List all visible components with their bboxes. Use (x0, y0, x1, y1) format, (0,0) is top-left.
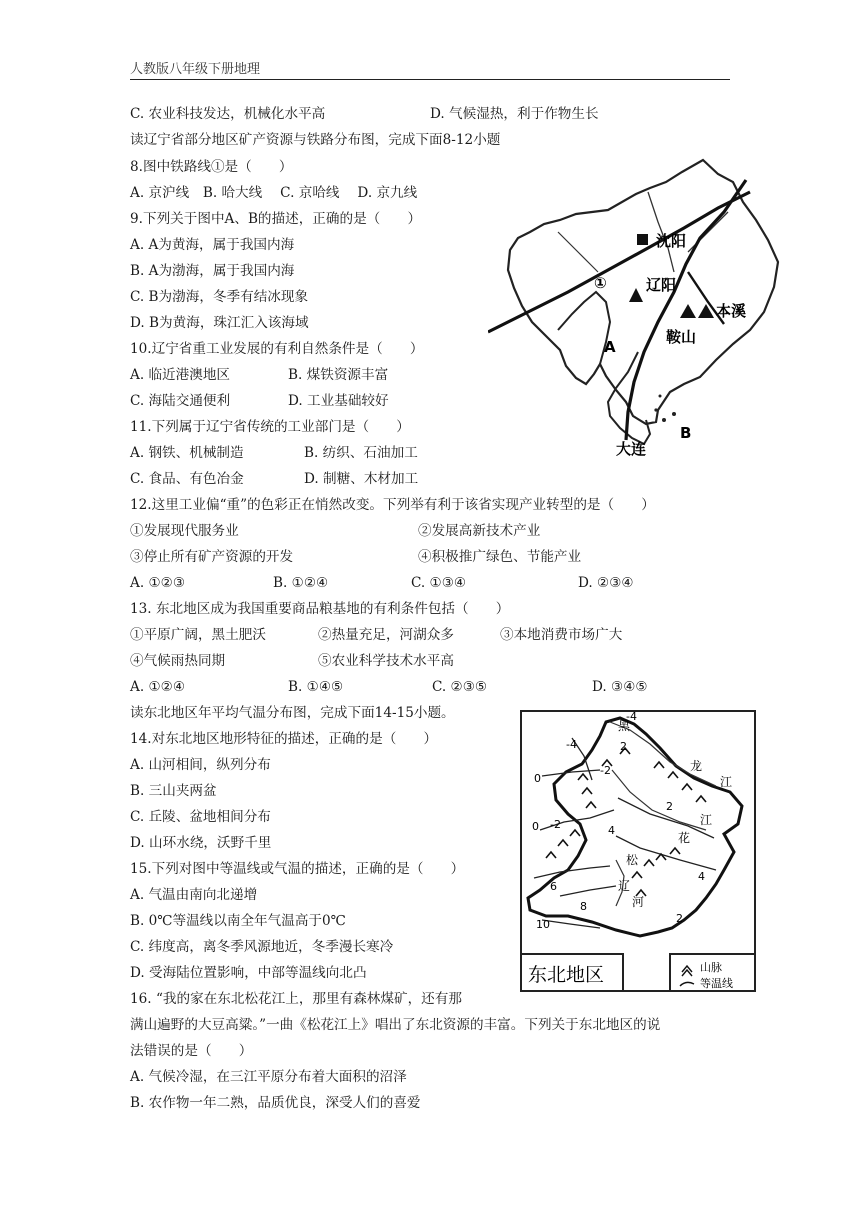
label-railway-1: ① (594, 274, 607, 292)
label-hua: 花 (678, 831, 691, 845)
question-10-option-d: D. 工业基础较好 (288, 393, 389, 409)
label-shenyang: 沈阳 (656, 232, 687, 250)
island-2 (672, 412, 676, 416)
label-jiang-2: 江 (700, 813, 713, 827)
iso-label-12: 10 (536, 918, 550, 931)
iso-label-6: 0 (532, 820, 539, 833)
question-15-option-b: B. 0℃等温线以南全年气温高于0℃ (130, 913, 346, 929)
question-13-statement-3: ③本地消费市场广大 (500, 627, 623, 643)
question-16-line-1: 16. “我的家在东北松花江上，那里有森林煤矿，还有那 (130, 991, 462, 1007)
legend-mountain-icon (682, 966, 692, 976)
header-divider (130, 79, 730, 80)
page-header: 人教版八年级下册地理 (130, 62, 261, 77)
label-sea-a: A (604, 338, 616, 356)
railway-1 (488, 192, 750, 332)
liaoning-map (488, 152, 788, 464)
label-hei: 黑 (618, 719, 631, 733)
question-12-statement-3: ③停止所有矿产资源的开发 (130, 549, 294, 565)
isotherm-6 (534, 866, 610, 878)
question-15-option-a: A. 气温由南向北递增 (130, 887, 258, 903)
iso-label-3: -2 (600, 764, 611, 777)
iso-label-7: -2 (550, 818, 561, 831)
iso-label-11: 8 (580, 900, 587, 913)
iso-label-9: 2 (666, 800, 673, 813)
question-9-option-a: A. A为黄海，属于我国内海 (130, 237, 295, 253)
iso-label-8: 4 (608, 824, 615, 837)
question-10-option-a: A. 临近港澳地区 (130, 367, 231, 383)
question-9-option-d: D. B为黄海，珠江汇入该海域 (130, 315, 309, 331)
label-jiang-1: 江 (720, 775, 733, 789)
question-14-option-c: C. 丘陵、盆地相间分布 (130, 809, 271, 825)
anshan-iron-symbol (680, 304, 696, 318)
label-dalian: 大连 (616, 440, 647, 458)
iso-label-5: 0 (534, 772, 541, 785)
isotherm-8 (560, 886, 616, 896)
question-15: 15.下列对图中等温线或气温的描述，正确的是（ ） (130, 861, 465, 877)
coastline (558, 292, 610, 364)
label-liaoyang: 辽阳 (646, 276, 677, 294)
label-anshan: 鞍山 (666, 328, 697, 346)
question-13: 13. 东北地区成为我国重要商品粮基地的有利条件包括（ ） (130, 601, 510, 617)
question-8: 8.图中铁路线①是（ ） (130, 159, 293, 175)
iso-label-13: 4 (698, 870, 705, 883)
question-11-option-d: D. 制糖、木材加工 (304, 471, 419, 487)
question-14-option-a: A. 山河相间，纵列分布 (130, 757, 271, 773)
iso-label-2: -4 (566, 738, 577, 751)
question-16-line-2: 满山遍野的大豆高粱。”一曲《松花江上》唱出了东北资源的丰富。下列关于东北地区的说 (130, 1017, 661, 1033)
question-13-option-d: D. ③④⑤ (592, 679, 648, 695)
question-11: 11.下列属于辽宁省传统的工业部门是（ ） (130, 419, 410, 435)
label-song: 松 (626, 853, 639, 867)
river-3 (558, 232, 598, 272)
question-13-statement-2: ②热量充足，河湖众多 (318, 627, 454, 643)
question-9-option-b: B. A为渤海，属于我国内海 (130, 263, 295, 279)
question-12-option-c: C. ①③④ (411, 575, 467, 591)
question-11-option-c: C. 食品、有色冶金 (130, 471, 244, 487)
northeast-map (520, 710, 756, 992)
question-12-statement-1: ①发展现代服务业 (130, 523, 239, 539)
legend-isotherm-icon (680, 982, 694, 986)
island-4 (659, 395, 662, 398)
question-14-option-b: B. 三山夹两盆 (130, 783, 217, 799)
question-12: 12.这里工业偏“重”的色彩正在悄然改变。下列举有利于该省实现产业转型的是（ ） (130, 497, 655, 513)
iso-label-4: 2 (620, 740, 627, 753)
label-sea-b: B (680, 424, 692, 442)
question-13-option-c: C. ②③⑤ (432, 679, 488, 695)
question-11-option-a: A. 钢铁、机械制造 (130, 445, 244, 461)
legend-mountain-label: 山脉 (700, 961, 722, 974)
question-13-option-b: B. ①④⑤ (288, 679, 344, 695)
question-12-option-d: D. ②③④ (578, 575, 634, 591)
question-13-statement-4: ④气候雨热同期 (130, 653, 226, 669)
question-15-option-c: C. 纬度高，离冬季风源地近，冬季漫长寒冷 (130, 939, 394, 955)
question-12-statement-2: ②发展高新技术产业 (418, 523, 541, 539)
question-13-statement-5: ⑤农业科学技术水平高 (318, 653, 454, 669)
intro-14-15: 读东北地区年平均气温分布图，完成下面14-15小题。 (130, 705, 455, 721)
question-16-option-b: B. 农作物一年二熟，品质优良，深受人们的喜爱 (130, 1095, 421, 1111)
question-16-line-3: 法错误的是（ ） (130, 1043, 253, 1059)
question-9: 9.下列关于图中A、B的描述，正确的是（ ） (130, 211, 422, 227)
peninsula-outline (608, 352, 650, 444)
iso-label-10: 6 (550, 880, 557, 893)
label-liao: 辽 (618, 879, 631, 893)
q7-option-d: D. 气候湿热，利于作物生长 (430, 106, 599, 122)
iso-label-14: 2 (676, 912, 683, 925)
question-9-option-c: C. B为渤海，冬季有结冰现象 (130, 289, 309, 305)
question-12-option-a: A. ①②③ (130, 575, 186, 591)
legend-isotherm-label: 等温线 (700, 977, 733, 990)
island-3 (654, 408, 657, 411)
map-title: 东北地区 (528, 964, 605, 986)
question-13-option-a: A. ①②④ (130, 679, 186, 695)
question-13-statement-1: ①平原广阔，黑土肥沃 (130, 627, 266, 643)
question-15-option-d: D. 受海陆位置影响，中部等温线向北凸 (130, 965, 367, 981)
question-12-statement-4: ④积极推广绿色、节能产业 (418, 549, 582, 565)
liaoyang-iron-symbol (629, 288, 643, 302)
intro-8-12: 读辽宁省部分地区矿产资源与铁路分布图，完成下面8-12小题 (130, 132, 501, 148)
question-16-option-a: A. 气候冷湿，在三江平原分布着大面积的沼泽 (130, 1069, 407, 1085)
label-long: 龙 (690, 759, 703, 773)
question-11-option-b: B. 纺织、石油加工 (304, 445, 418, 461)
question-8-options: A. 京沪线 B. 哈大线 C. 京哈线 D. 京九线 (130, 185, 418, 201)
question-14-option-d: D. 山环水绕，沃野千里 (130, 835, 272, 851)
shenyang-coal-symbol (637, 234, 648, 245)
question-10-option-b: B. 煤铁资源丰富 (288, 367, 389, 383)
island-1 (662, 418, 666, 422)
iso-label-1: -4 (626, 710, 637, 723)
q7-option-c: C. 农业科技发达，机械化水平高 (130, 106, 326, 122)
question-10-option-c: C. 海陆交通便利 (130, 393, 231, 409)
label-benxi: 本溪 (716, 302, 747, 320)
map-frame (521, 711, 755, 991)
songhua-river (612, 770, 706, 830)
question-10: 10.辽宁省重工业发展的有利自然条件是（ ） (130, 341, 424, 357)
question-14: 14.对东北地区地形特征的描述，正确的是（ ） (130, 731, 438, 747)
question-12-option-b: B. ①②④ (273, 575, 329, 591)
label-he: 河 (632, 895, 645, 909)
